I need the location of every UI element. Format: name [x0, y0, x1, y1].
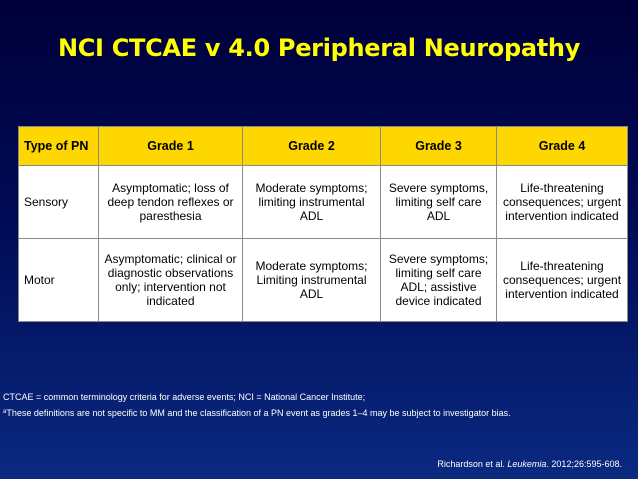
footnote-marker: a	[3, 409, 7, 415]
footnote-a-text: These definitions are not specific to MM and the classification of a PN event as grades 1–4 may be subject to investigator bias.	[6, 408, 511, 418]
citation-journal: Leukemia	[507, 459, 547, 469]
citation-authors: Richardson et al.	[437, 459, 508, 469]
header-type-of-pn: Type of PN	[19, 127, 99, 166]
motor-grade-1-cell: Asymptomatic; clinical or diagnostic observations only; intervention not indicated	[99, 239, 243, 322]
row-label-sensory: Sensory	[19, 166, 99, 239]
row-label-motor: Motor	[19, 239, 99, 322]
table-header-row	[19, 127, 628, 166]
sensory-grade-1-cell: Asymptomatic; loss of deep tendon reflexes or paresthesia	[99, 166, 243, 239]
motor-grade-2-cell: Moderate symptoms; Limiting instrumental ADL	[243, 239, 381, 322]
pn-grade-table	[18, 126, 628, 322]
header-grade-4: Grade 4	[497, 127, 628, 166]
motor-grade-3-cell: Severe symptoms; limiting self care ADL; assistive device indicated	[381, 239, 497, 322]
header-grade-2: Grade 2	[243, 127, 381, 166]
table-row-sensory	[19, 166, 628, 239]
motor-grade-4-cell: Life-threatening consequences; urgent intervention indicated	[497, 239, 628, 322]
citation	[437, 459, 622, 469]
header-grade-1: Grade 1	[99, 127, 243, 166]
header-grade-3: Grade 3	[381, 127, 497, 166]
citation-details: . 2012;26:595-608.	[546, 459, 622, 469]
table-row-motor	[19, 239, 628, 322]
sensory-grade-4-cell: Life-threatening consequences; urgent intervention indicated	[497, 166, 628, 239]
footnote-abbreviations: CTCAE = common terminology criteria for adverse events; NCI = National Cancer Institute;	[3, 392, 366, 402]
slide-title: NCI CTCAE v 4.0 Peripheral Neuropathy	[57, 34, 581, 62]
sensory-grade-2-cell: Moderate symptoms; limiting instrumental ADL	[243, 166, 381, 239]
sensory-grade-3-cell: Severe symptoms, limiting self care ADL	[381, 166, 497, 239]
footnotes	[3, 390, 635, 421]
footnote-a	[3, 405, 635, 421]
